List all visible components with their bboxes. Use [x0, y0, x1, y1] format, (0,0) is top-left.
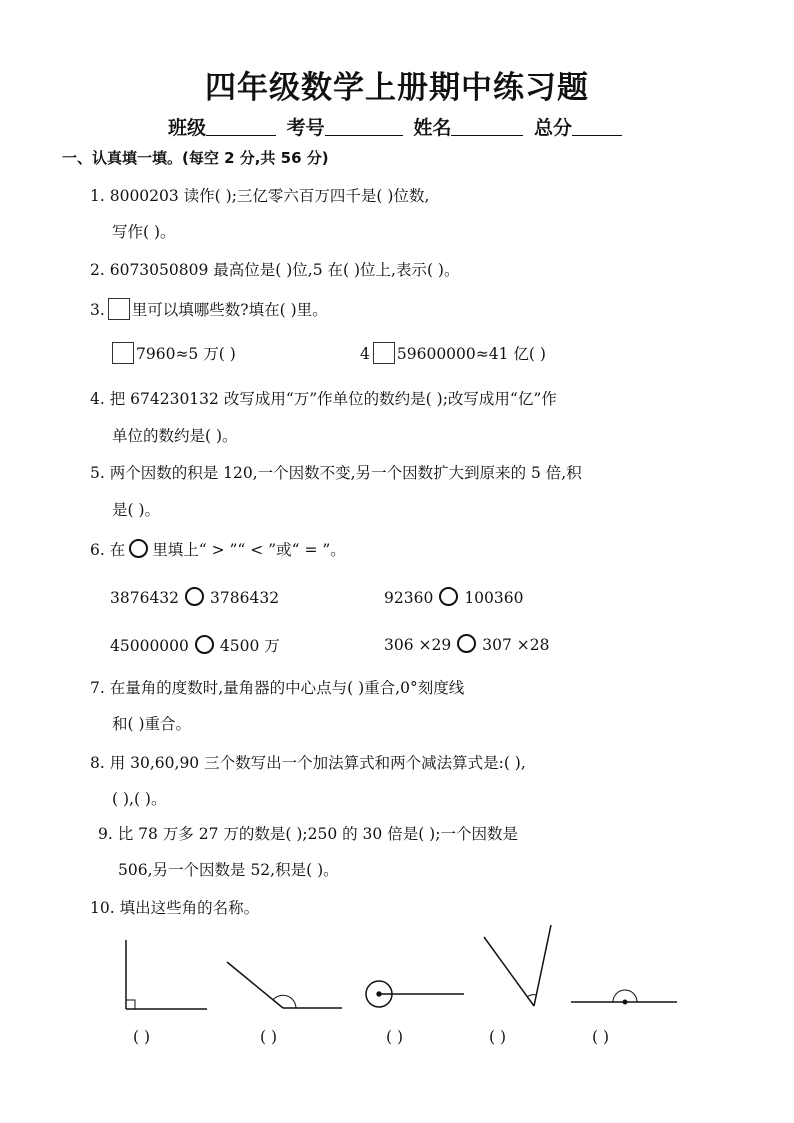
question-1-line-1: 1. 8000203 读作( );三亿零六百万四千是( )位数, [90, 187, 430, 205]
compare-4-left: 306 ×29 [384, 636, 452, 654]
name-field[interactable] [451, 117, 523, 136]
exam-no-label: 考号 [286, 117, 325, 139]
compare-2-right: 100360 [464, 589, 524, 607]
full-angle-figure [366, 981, 464, 1007]
compare-1-right: 3786432 [210, 589, 280, 607]
question-4-line-1: 4. 把 674230132 改写成用“万”作单位的数约是( );改写成用“亿”作 [90, 390, 557, 408]
answer-box-a[interactable] [112, 342, 134, 364]
compare-3-right: 4500 万 [219, 637, 280, 655]
answer-box-b[interactable] [373, 342, 395, 364]
compare-2-left: 92360 [384, 589, 434, 607]
compare-2-circle[interactable] [439, 587, 458, 606]
question-1-line-2: 写作( )。 [112, 223, 176, 241]
name-label: 姓名 [413, 117, 452, 139]
circle-icon [129, 539, 148, 558]
question-4-line-2: 单位的数约是( )。 [112, 427, 238, 445]
compare-3 [110, 634, 280, 656]
question-7-line-1: 7. 在量角的度数时,量角器的中心点与( )重合,0°刻度线 [90, 679, 465, 697]
compare-1-left: 3876432 [110, 589, 180, 607]
question-9-line-1: 9. 比 78 万多 27 万的数是( );250 的 30 倍是( );一个因数是 [98, 825, 518, 843]
compare-2 [384, 587, 523, 607]
question-9-line-2: 506,另一个因数是 52,积是( )。 [118, 861, 339, 879]
angle-5-answer[interactable]: ( ) [592, 1028, 610, 1046]
straight-angle-figure [571, 990, 677, 1004]
question-5-line-1: 5. 两个因数的积是 120,一个因数不变,另一个因数扩大到原来的 5 倍,积 [90, 464, 582, 482]
compare-1 [110, 587, 279, 607]
angle-2-answer[interactable]: ( ) [260, 1028, 278, 1046]
page-title: 四年级数学上册期中练习题 [205, 70, 589, 106]
question-6-text: 里填上“ > ”“ < ”或“ = ”。 [152, 541, 346, 559]
angle-4-answer[interactable]: ( ) [489, 1028, 507, 1046]
compare-4 [384, 634, 549, 654]
score-field[interactable] [572, 117, 622, 136]
compare-3-circle[interactable] [195, 635, 214, 654]
acute-angle-figure [484, 925, 551, 1006]
section-1-heading: 一、认真填一填。(每空 2 分,共 56 分) [62, 149, 329, 167]
question-3-item-a-text: 7960≈5 万( ) [136, 345, 236, 363]
question-3-item-b-prefix: 4 [360, 345, 370, 363]
compare-4-right: 307 ×28 [482, 636, 550, 654]
compare-3-left: 45000000 [110, 637, 189, 655]
angle-figures [0, 920, 794, 1030]
compare-4-circle[interactable] [457, 634, 476, 653]
student-info-row [0, 113, 794, 140]
question-5-line-2: 是( )。 [112, 501, 161, 519]
compare-1-circle[interactable] [185, 587, 204, 606]
answer-box[interactable] [108, 298, 130, 320]
question-8-line-1: 8. 用 30,60,90 三个数写出一个加法算式和两个减法算式是:( ), [90, 754, 526, 772]
question-3 [90, 298, 328, 320]
question-3-item-b-text: 59600000≈41 亿( ) [396, 345, 546, 363]
angle-1-answer[interactable]: ( ) [133, 1028, 151, 1046]
class-field[interactable] [206, 117, 276, 136]
question-8-line-2: ( ),( )。 [112, 790, 167, 808]
question-10: 10. 填出这些角的名称。 [90, 899, 260, 917]
question-3-number: 3. [90, 301, 105, 319]
class-label: 班级 [168, 117, 207, 139]
obtuse-angle-figure [227, 962, 342, 1008]
question-6-prefix: 6. 在 [90, 541, 126, 559]
question-6 [90, 538, 346, 560]
right-angle-figure [126, 940, 207, 1009]
question-3-item-b [360, 342, 546, 364]
question-2: 2. 6073050809 最高位是( )位,5 在( )位上,表示( )。 [90, 261, 460, 279]
score-label: 总分 [533, 117, 572, 139]
exam-no-field[interactable] [325, 117, 403, 136]
question-7-line-2: 和( )重合。 [112, 715, 192, 733]
angle-3-answer[interactable]: ( ) [386, 1028, 404, 1046]
question-3-item-a [112, 342, 236, 364]
question-3-text: 里可以填哪些数?填在( )里。 [131, 301, 328, 319]
